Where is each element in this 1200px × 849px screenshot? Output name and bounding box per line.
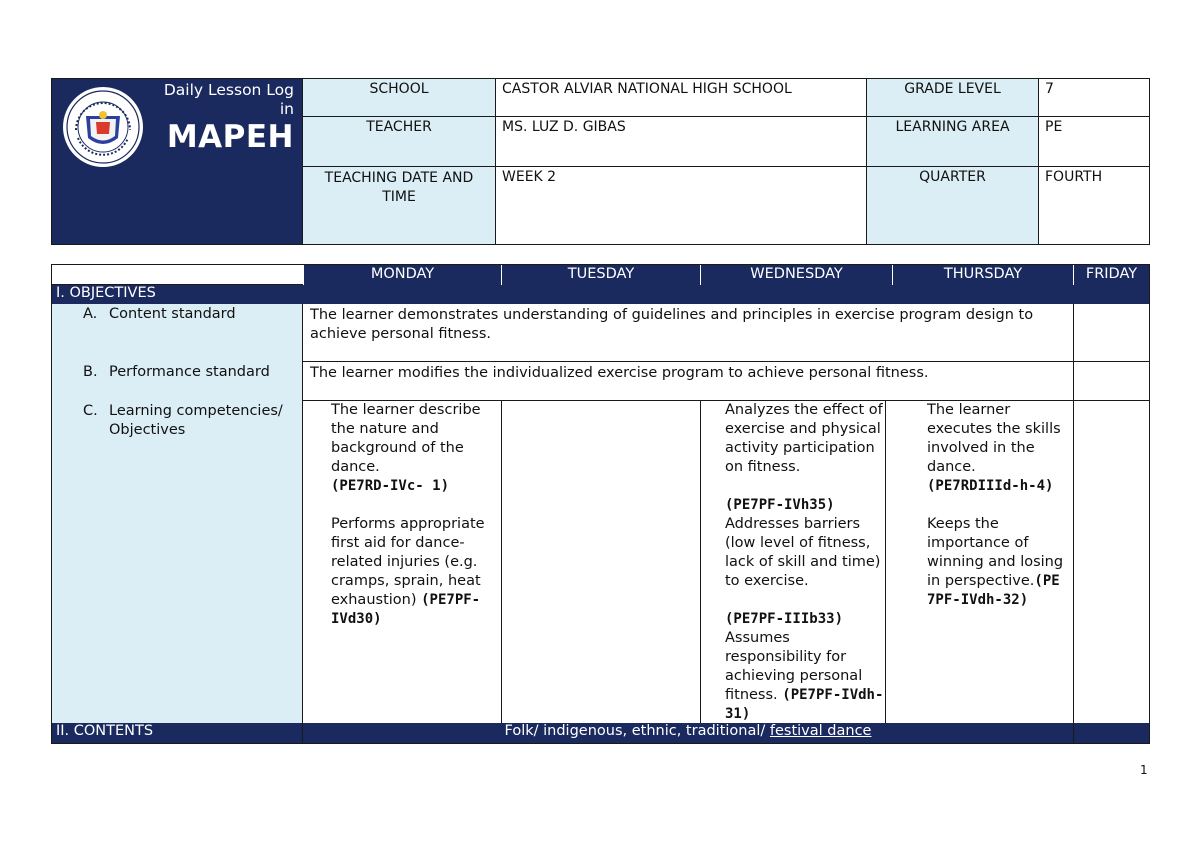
column-divider xyxy=(700,400,701,723)
column-divider xyxy=(501,400,502,723)
objectives-heading: I. OBJECTIVES xyxy=(52,285,1149,304)
contents-text xyxy=(303,723,1073,743)
area-label: LEARNING AREA xyxy=(867,117,1039,167)
thursday-objective-2-text: Keeps the importance of winning and losing in perspective. xyxy=(927,516,1064,589)
day-thursday: THURSDAY xyxy=(892,265,1073,285)
grade-label: GRADE LEVEL xyxy=(867,79,1039,117)
wednesday-objective-3-text: Assumes responsibility for achieving personal fitness. xyxy=(725,630,863,703)
teacher-value: MS. LUZ D. GIBAS xyxy=(496,117,867,167)
contents-text-underlined: festival dance xyxy=(769,723,872,739)
deped-seal-icon xyxy=(62,86,144,168)
monday-objective-1: The learner describe the nature and background of the dance. xyxy=(331,402,481,475)
wednesday-objective-3 xyxy=(725,629,886,724)
title-block xyxy=(52,79,303,244)
thursday-objective-2 xyxy=(927,515,1068,610)
monday-code-1: (PE7RD-IVc- 1) xyxy=(331,478,450,494)
item-b-label: Performance standard xyxy=(109,364,270,380)
wednesday-objectives xyxy=(720,400,886,722)
title-line-2: in xyxy=(279,100,294,118)
wednesday-objective-1: Analyzes the effect of exercise and physical activity participation on fitness. xyxy=(725,402,883,475)
school-value: CASTOR ALVIAR NATIONAL HIGH SCHOOL xyxy=(496,79,867,117)
area-value: PE xyxy=(1039,117,1149,167)
school-label: SCHOOL xyxy=(303,79,496,117)
monday-code-2: (PE7PF-IVd30) xyxy=(331,592,481,627)
lesson-table xyxy=(51,264,1150,744)
teacher-label: TEACHER xyxy=(303,117,496,167)
day-friday: FRIDAY xyxy=(1073,265,1149,285)
performance-standard-text: The learner modifies the individualized exercise program to achieve personal fitness. xyxy=(310,365,929,381)
day-monday: MONDAY xyxy=(303,265,501,285)
date-label-line-2: TIME xyxy=(382,189,416,205)
content-standard-text: The learner demonstrates understanding of guidelines and principles in exercise program design to achieve personal fitness. xyxy=(310,307,1034,342)
item-c-number: C. xyxy=(83,403,98,419)
dll-title xyxy=(164,81,294,119)
column-divider xyxy=(1073,304,1074,723)
grade-value: 7 xyxy=(1039,79,1149,117)
wednesday-code-3: (PE7PF-IVdh-31) xyxy=(725,687,884,722)
item-b-number: B. xyxy=(83,364,98,380)
title-line-1: Daily Lesson Log xyxy=(163,81,294,99)
contents-friday-cell xyxy=(1073,723,1149,743)
date-value: WEEK 2 xyxy=(496,167,867,244)
thursday-objective-1: The learner executes the skills involved in the dance. xyxy=(927,402,1061,475)
contents-heading: II. CONTENTS xyxy=(52,723,303,743)
wednesday-code-2: (PE7PF-IIIb33) xyxy=(725,611,844,627)
monday-objective-2 xyxy=(331,515,502,629)
date-label-line-1: TEACHING DATE AND xyxy=(324,170,474,186)
monday-objectives xyxy=(326,400,502,722)
item-c-label-line-1: Learning competencies/ xyxy=(109,403,283,419)
quarter-value: FOURTH xyxy=(1039,167,1149,244)
wednesday-code-1: (PE7PF-IVh35) xyxy=(725,497,835,513)
thursday-objectives xyxy=(922,400,1068,722)
thursday-code-1: (PE7RDIIId-h-4) xyxy=(927,478,1054,494)
date-label xyxy=(303,167,496,244)
day-tuesday: TUESDAY xyxy=(501,265,700,285)
header-table xyxy=(51,78,1150,245)
item-c-label-line-2: Objectives xyxy=(109,422,186,438)
page-number: 1 xyxy=(1140,763,1148,777)
row-divider xyxy=(303,361,1149,362)
contents-text-plain: Folk/ indigenous, ethnic, traditional/ xyxy=(504,723,766,739)
item-c-label xyxy=(109,402,299,440)
item-a-number: A. xyxy=(83,306,98,322)
quarter-label: QUARTER xyxy=(867,167,1039,244)
day-wednesday: WEDNESDAY xyxy=(700,265,892,285)
item-a-label: Content standard xyxy=(109,306,236,322)
subject-title: MAPEH xyxy=(166,119,294,155)
wednesday-objective-2: Addresses barriers (low level of fitness, lack of skill and time) to exercise. xyxy=(725,516,881,589)
column-divider xyxy=(885,400,886,723)
monday-objective-2-text: Performs appropriate first aid for dance-related injuries (e.g. cramps, sprain, heat exhaustion) xyxy=(331,516,485,608)
thursday-code-2: (PE7PF-IVdh-32) xyxy=(927,573,1060,608)
row-divider xyxy=(303,400,1149,401)
corner-cell xyxy=(52,265,303,285)
